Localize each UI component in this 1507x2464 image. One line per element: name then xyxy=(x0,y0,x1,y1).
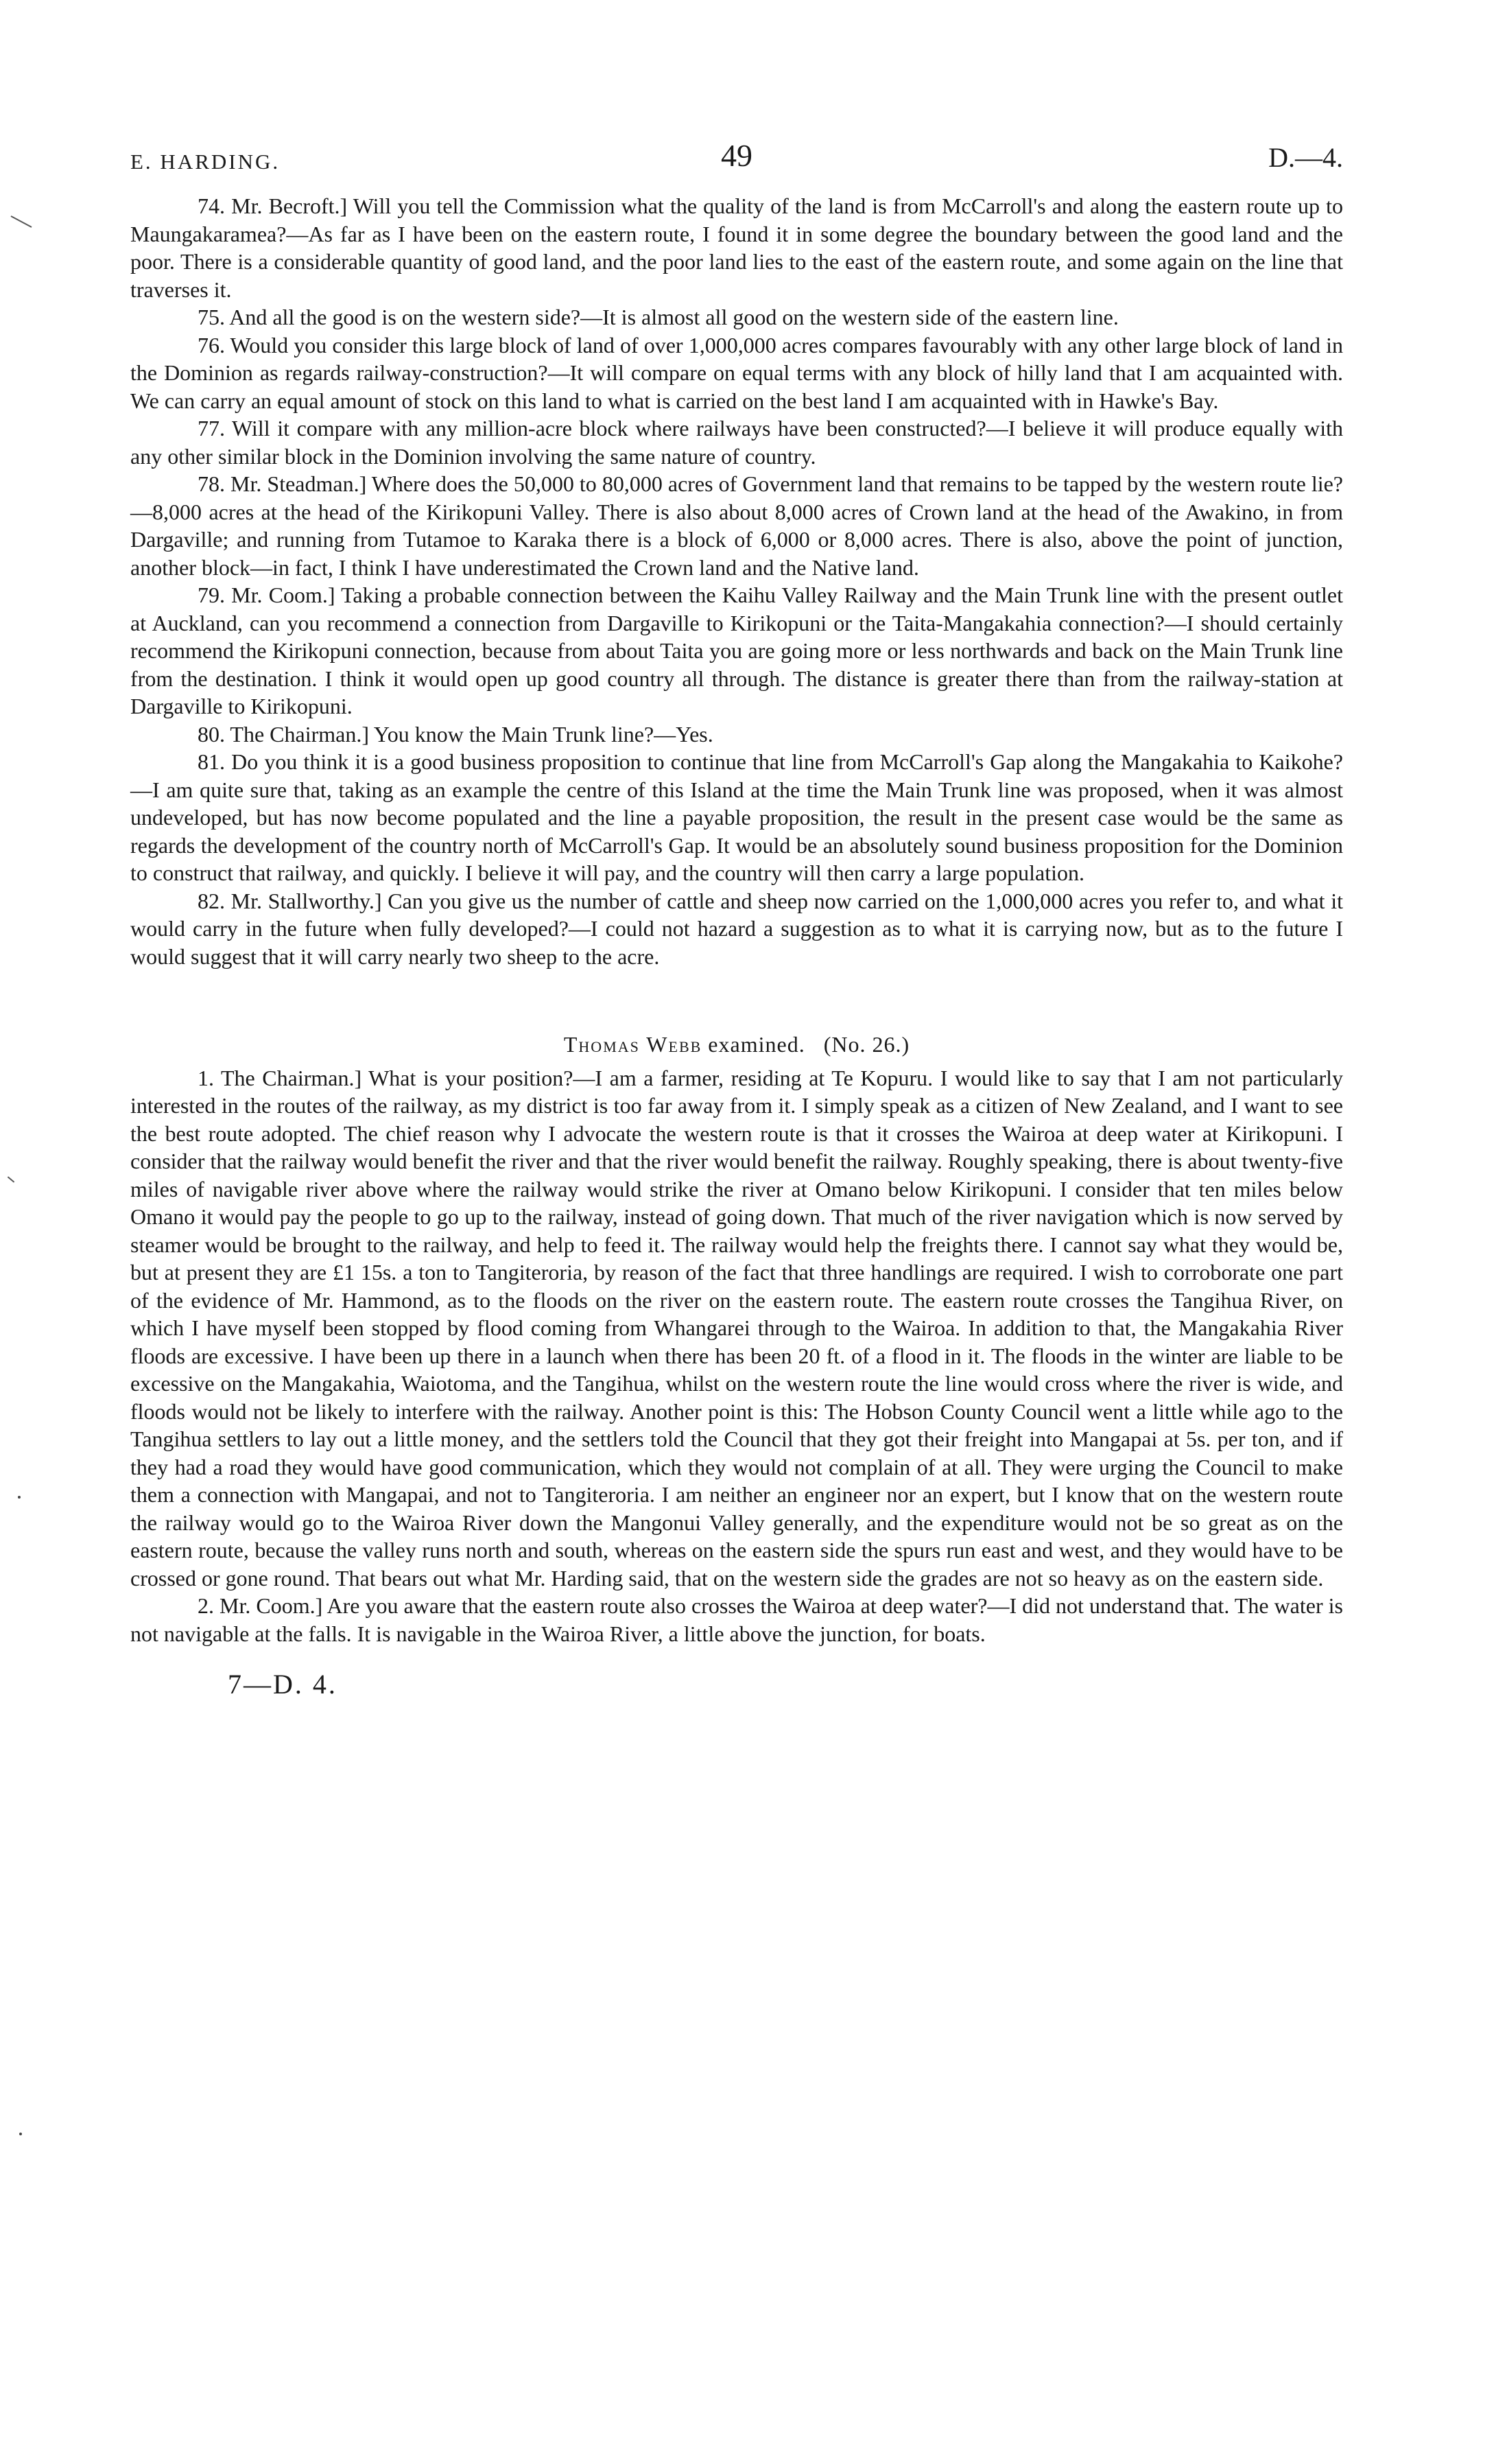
witness-number: (No. 26.) xyxy=(823,1032,910,1057)
margin-dot xyxy=(19,2133,22,2135)
margin-mark xyxy=(11,215,32,228)
question-paragraph: 75. And all the good is on the western side?—It is almost all good on the western side of the eastern line. xyxy=(198,305,1119,329)
margin-mark xyxy=(8,1176,14,1182)
evidence-new-witness xyxy=(130,1064,1343,1648)
signature-mark: 7—D. 4. xyxy=(228,1669,337,1700)
header-right: D.—4. xyxy=(1268,142,1343,173)
evidence-continued xyxy=(130,192,1343,970)
witness-name: Thomas Webb xyxy=(563,1032,702,1057)
page-number: 49 xyxy=(721,138,752,173)
margin-dot xyxy=(18,1496,21,1499)
question-paragraph: 80. The Chairman.] You know the Main Trunk line?—Yes. xyxy=(198,721,713,747)
question-paragraph: 81. Do you think it is a good business proposition to continue that line from McCarroll's Gap along the Mangakahia to Kaikohe?—I am quite sure that, taking as an example the centre of this Island at the time the Main Trunk line was proposed, when it was almost undeveloped, but has now become populated and the line a payable proposition, the result in the present case would be the same as regards the development of the country north of McCarroll's Gap. It would be an absolutely sound business proposition for the Dominion to construct that railway, and quickly. I believe it will pay, and the country will then carry a large population. xyxy=(130,749,1343,885)
question-paragraph: 74. Mr. Becroft.] Will you tell the Commission what the quality of the land is from McCarroll's and along the eastern route up to Maungakaramea?—As far as I have been on the eastern route, I found it in some degree the boundary between the good land and the poor. There is a considerable quantity of good land, and the poor land lies to the east of the eastern route, and some again on the line that traverses it. xyxy=(130,193,1343,302)
question-paragraph: 77. Will it compare with any million-acre block where railways have been constructed?—I believe it will produce equally with any other similar block in the Dominion involving the same nature of country. xyxy=(130,416,1343,469)
question-paragraph: 76. Would you consider this large block of land of over 1,000,000 acres compares favourably with any other large block of land in the Dominion as regards railway-construction?—It will compare on equal terms with any block of hilly land that I am acquainted with. We can carry an equal amount of stock on this land to what is carried on the best land I am acquainted with in Hawke's Bay. xyxy=(130,332,1343,413)
header-left: E. HARDING. xyxy=(130,150,281,174)
question-paragraph: 82. Mr. Stallworthy.] Can you give us the number of cattle and sheep now carried on the 1,000,000 acres you refer to, and what it would carry in the future when fully developed?—I could not hazard a suggestion as to what it is carrying now, but as to the future I would suggest that it will carry nearly two sheep to the acre. xyxy=(130,888,1343,969)
witness-title-rest: examined. xyxy=(708,1032,805,1057)
question-paragraph: 79. Mr. Coom.] Taking a probable connection between the Kaihu Valley Railway and the Main Trunk line with the present outlet at Auckland, can you recommend a connection from Dargaville to Kirikopuni or the Taita-Mangakahia connection?—I should certainly recommend the Kirikopuni connection, because from about Taita you are going more or less northwards and back on the Main Trunk line from the destination. I think it would open up good country all through. The distance is greater there than from the railway-station at Dargaville to Kirikopuni. xyxy=(130,583,1343,718)
document-page xyxy=(130,137,1343,1700)
section-spacer xyxy=(130,970,1343,1031)
section-heading xyxy=(130,1031,1343,1059)
question-paragraph: 1. The Chairman.] What is your position?—I am a farmer, residing at Te Kopuru. I would like to say that I am not particularly interested in the routes of the railway, as my district is too far away from it. I simply speak as a citizen of New Zealand, and I want to see the best route adopted. The chief reason why I advocate the western route is that it crosses the Wairoa at deep water at Kirikopuni. I consider that the railway would benefit the river and that the river would benefit the railway. Roughly speaking, there is about twenty-five miles of navigable river above where the railway would strike the river at Omano below Kirikopuni. I consider that ten miles below Omano it would pay the people to go up to the railway, instead of going down. That much of the river navigation which is now served by steamer would be brought to the railway, and help to feed it. The railway would help the freights there. I cannot say what they would be, but at present they are £1 15s. a ton to Tangiteroria, by reason of the fact that three handlings are required. I wish to corroborate one part of the evidence of Mr. Hammond, as to the floods on the river on the eastern route. The eastern route crosses the Tangihua River, on which I have myself been stopped by flood coming from Whangarei through to the Wairoa. In addition to that, the Mangakahia River floods are excessive. I have been up there in a launch when there has been 20 ft. of a flood in it. The floods in the winter are liable to be excessive on the Mangakahia, Waiotoma, and the Tangihua, whilst on the western route the line would cross where the river is wide, and floods would not be likely to interfere with the railway. Another point is this: The Hobson County Council went a little while ago to the Tangihua settlers to lay out a little money, and the settlers told the Council that they got their freight into Mangapai at 5s. per ton, and if they had a road they would have good communication, which they would not complain of at all. They were urging the Council to make them a connection with Mangapai, and not to Tangiteroria. I am neither an engineer nor an expert, but I know that on the western route the railway would go to the Wairoa River down the Mangonui Valley generally, and the expenditure would not be so great as on the eastern route, because the valley runs north and south, whereas on the eastern side the spurs run east and west, and they would have to be crossed or gone round. That bears out what Mr. Harding said, that on the western side the grades are not so heavy as on the eastern side. xyxy=(130,1065,1343,1591)
question-paragraph: 78. Mr. Steadman.] Where does the 50,000 to 80,000 acres of Government land that remains to be tapped by the western route lie?—8,000 acres at the head of the Kirikopuni Valley. There is also about 8,000 acres of Crown land at the head of the Awakino, in from Dargaville; and running from Tutamoe to Karaka there is a block of 6,000 or 8,000 acres. There is also, above the point of junction, another block—in fact, I think I have underestimated the Crown land and the Native land. xyxy=(130,471,1343,580)
running-header xyxy=(130,137,1343,192)
question-paragraph: 2. Mr. Coom.] Are you aware that the eastern route also crosses the Wairoa at deep water?—I did not understand that. The water is not navigable at the falls. It is navigable in the Wairoa River, a little above the junction, for boats. xyxy=(130,1593,1343,1646)
